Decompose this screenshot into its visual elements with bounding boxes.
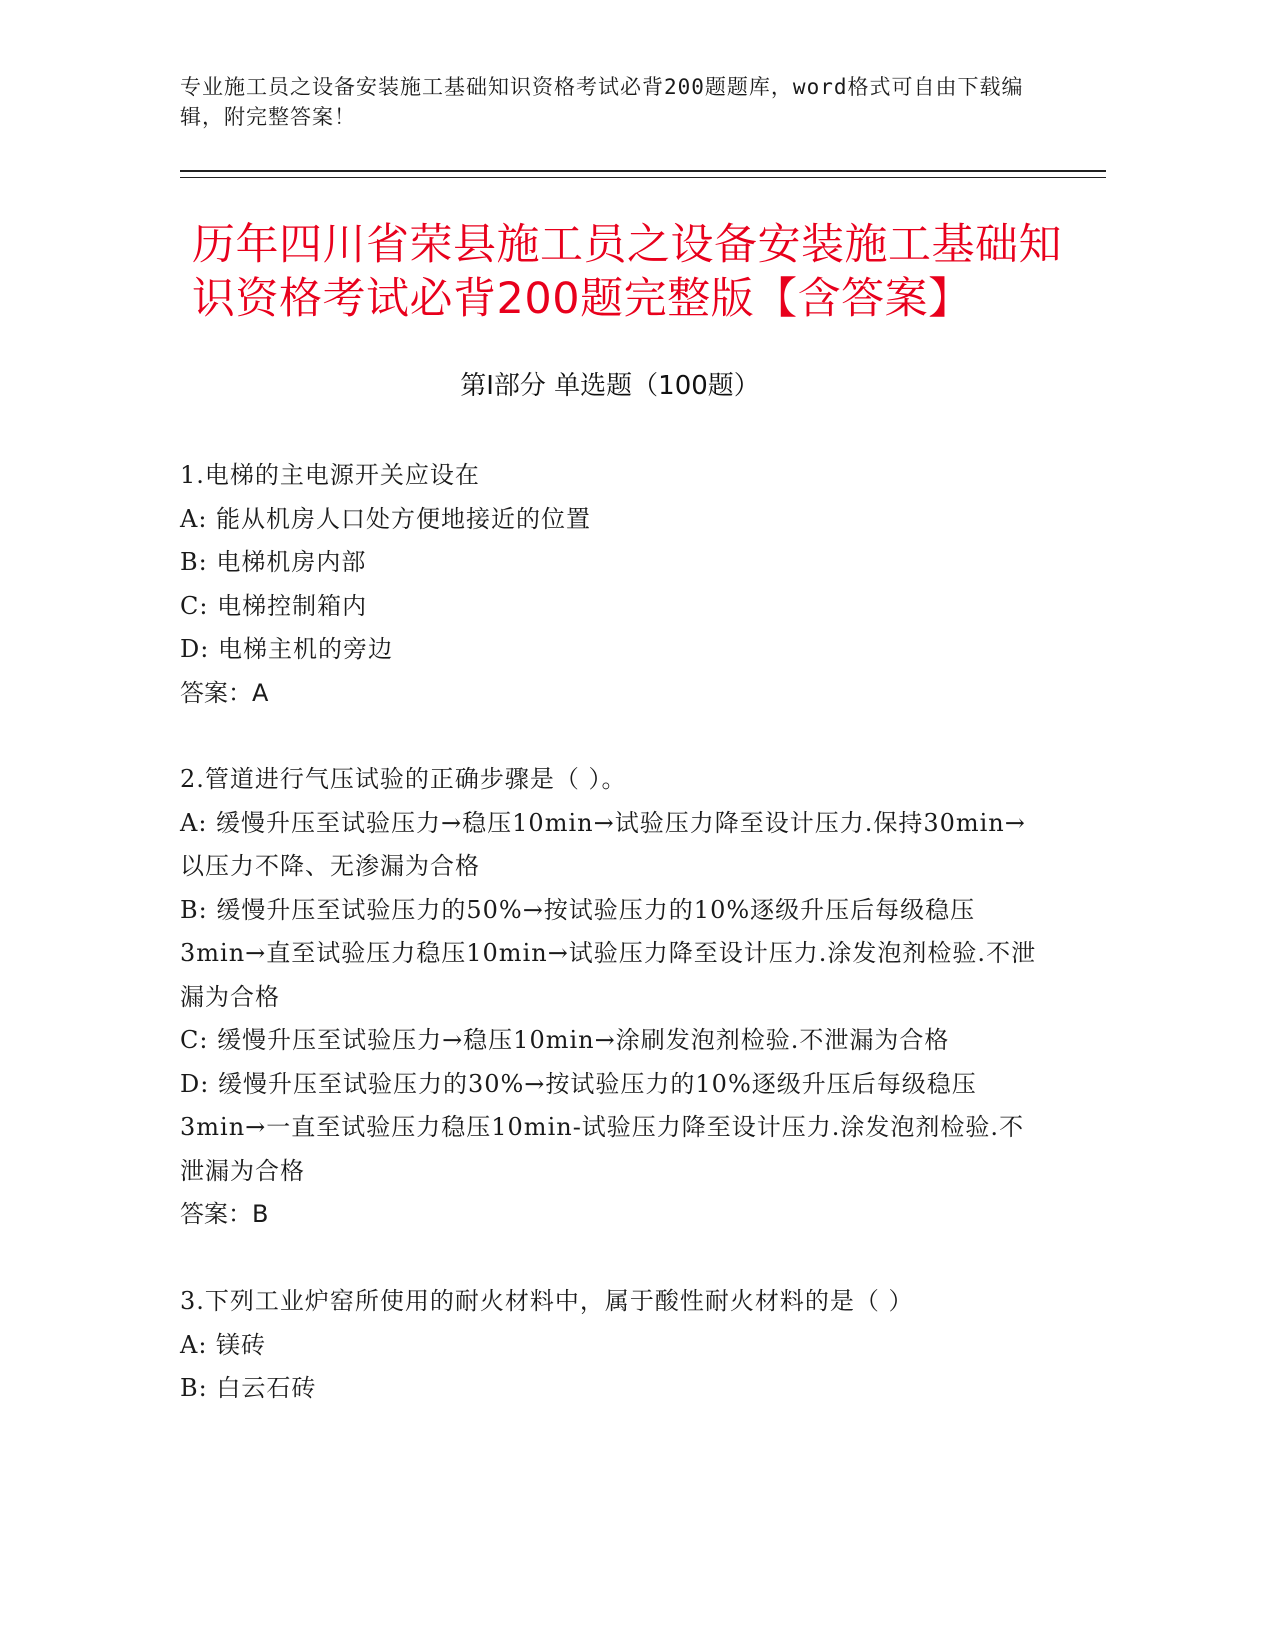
option-b: B: 电梯机房内部 — [180, 548, 367, 576]
answer: 答案：B — [180, 1200, 269, 1228]
question-stem: 3.下列工业炉窑所使用的耐火材料中，属于酸性耐火材料的是（ ） — [180, 1287, 914, 1315]
header-note: 专业施工员之设备安装施工基础知识资格考试必背200题题库，word格式可自由下载编辑，附完整答案！ — [180, 75, 1024, 129]
option-a: A: 缓慢升压至试验压力→稳压10min→试验压力降至设计压力.保持30min→以压力不降、无渗漏为合格 — [180, 808, 1026, 880]
option-b: B: 缓慢升压至试验压力的50%→按试验压力的10%逐级升压后每级稳压3min→直至试验压力稳压10min→试验压力降至设计压力.涂发泡剂检验.不泄漏为合格 — [180, 895, 1037, 1011]
option-d: D: 缓慢升压至试验压力的30%→按试验压力的10%逐级升压后每级稳压3min→一直至试验压力稳压10min-试验压力降至设计压力.涂发泡剂检验.不泄漏为合格 — [180, 1069, 1025, 1185]
question-1 — [180, 454, 1040, 715]
document-title: 历年四川省荣县施工员之设备安装施工基础知识资格考试必背200题完整版【含答案】 — [192, 220, 1062, 324]
section-heading: 第Ⅰ部分 单选题（100题） — [460, 371, 760, 401]
option-c: C: 缓慢升压至试验压力→稳压10min→涂刷发泡剂检验.不泄漏为合格 — [180, 1026, 950, 1054]
answer: 答案：A — [180, 678, 269, 707]
header-divider — [180, 170, 1106, 172]
option-b: B: 白云石砖 — [180, 1374, 317, 1402]
question-stem: 2.管道进行气压试验的正确步骤是（ ）。 — [180, 765, 627, 793]
option-c: C: 电梯控制箱内 — [180, 591, 368, 620]
option-d: D: 电梯主机的旁边 — [180, 635, 393, 663]
question-3 — [180, 1280, 1040, 1411]
option-a: A: 镁砖 — [180, 1330, 267, 1359]
option-a: A: 能从机房人口处方便地接近的位置 — [180, 504, 592, 533]
question-2 — [180, 758, 1040, 1237]
header-divider-thin — [180, 177, 1106, 178]
question-stem: 1.电梯的主电源开关应设在 — [180, 461, 480, 489]
